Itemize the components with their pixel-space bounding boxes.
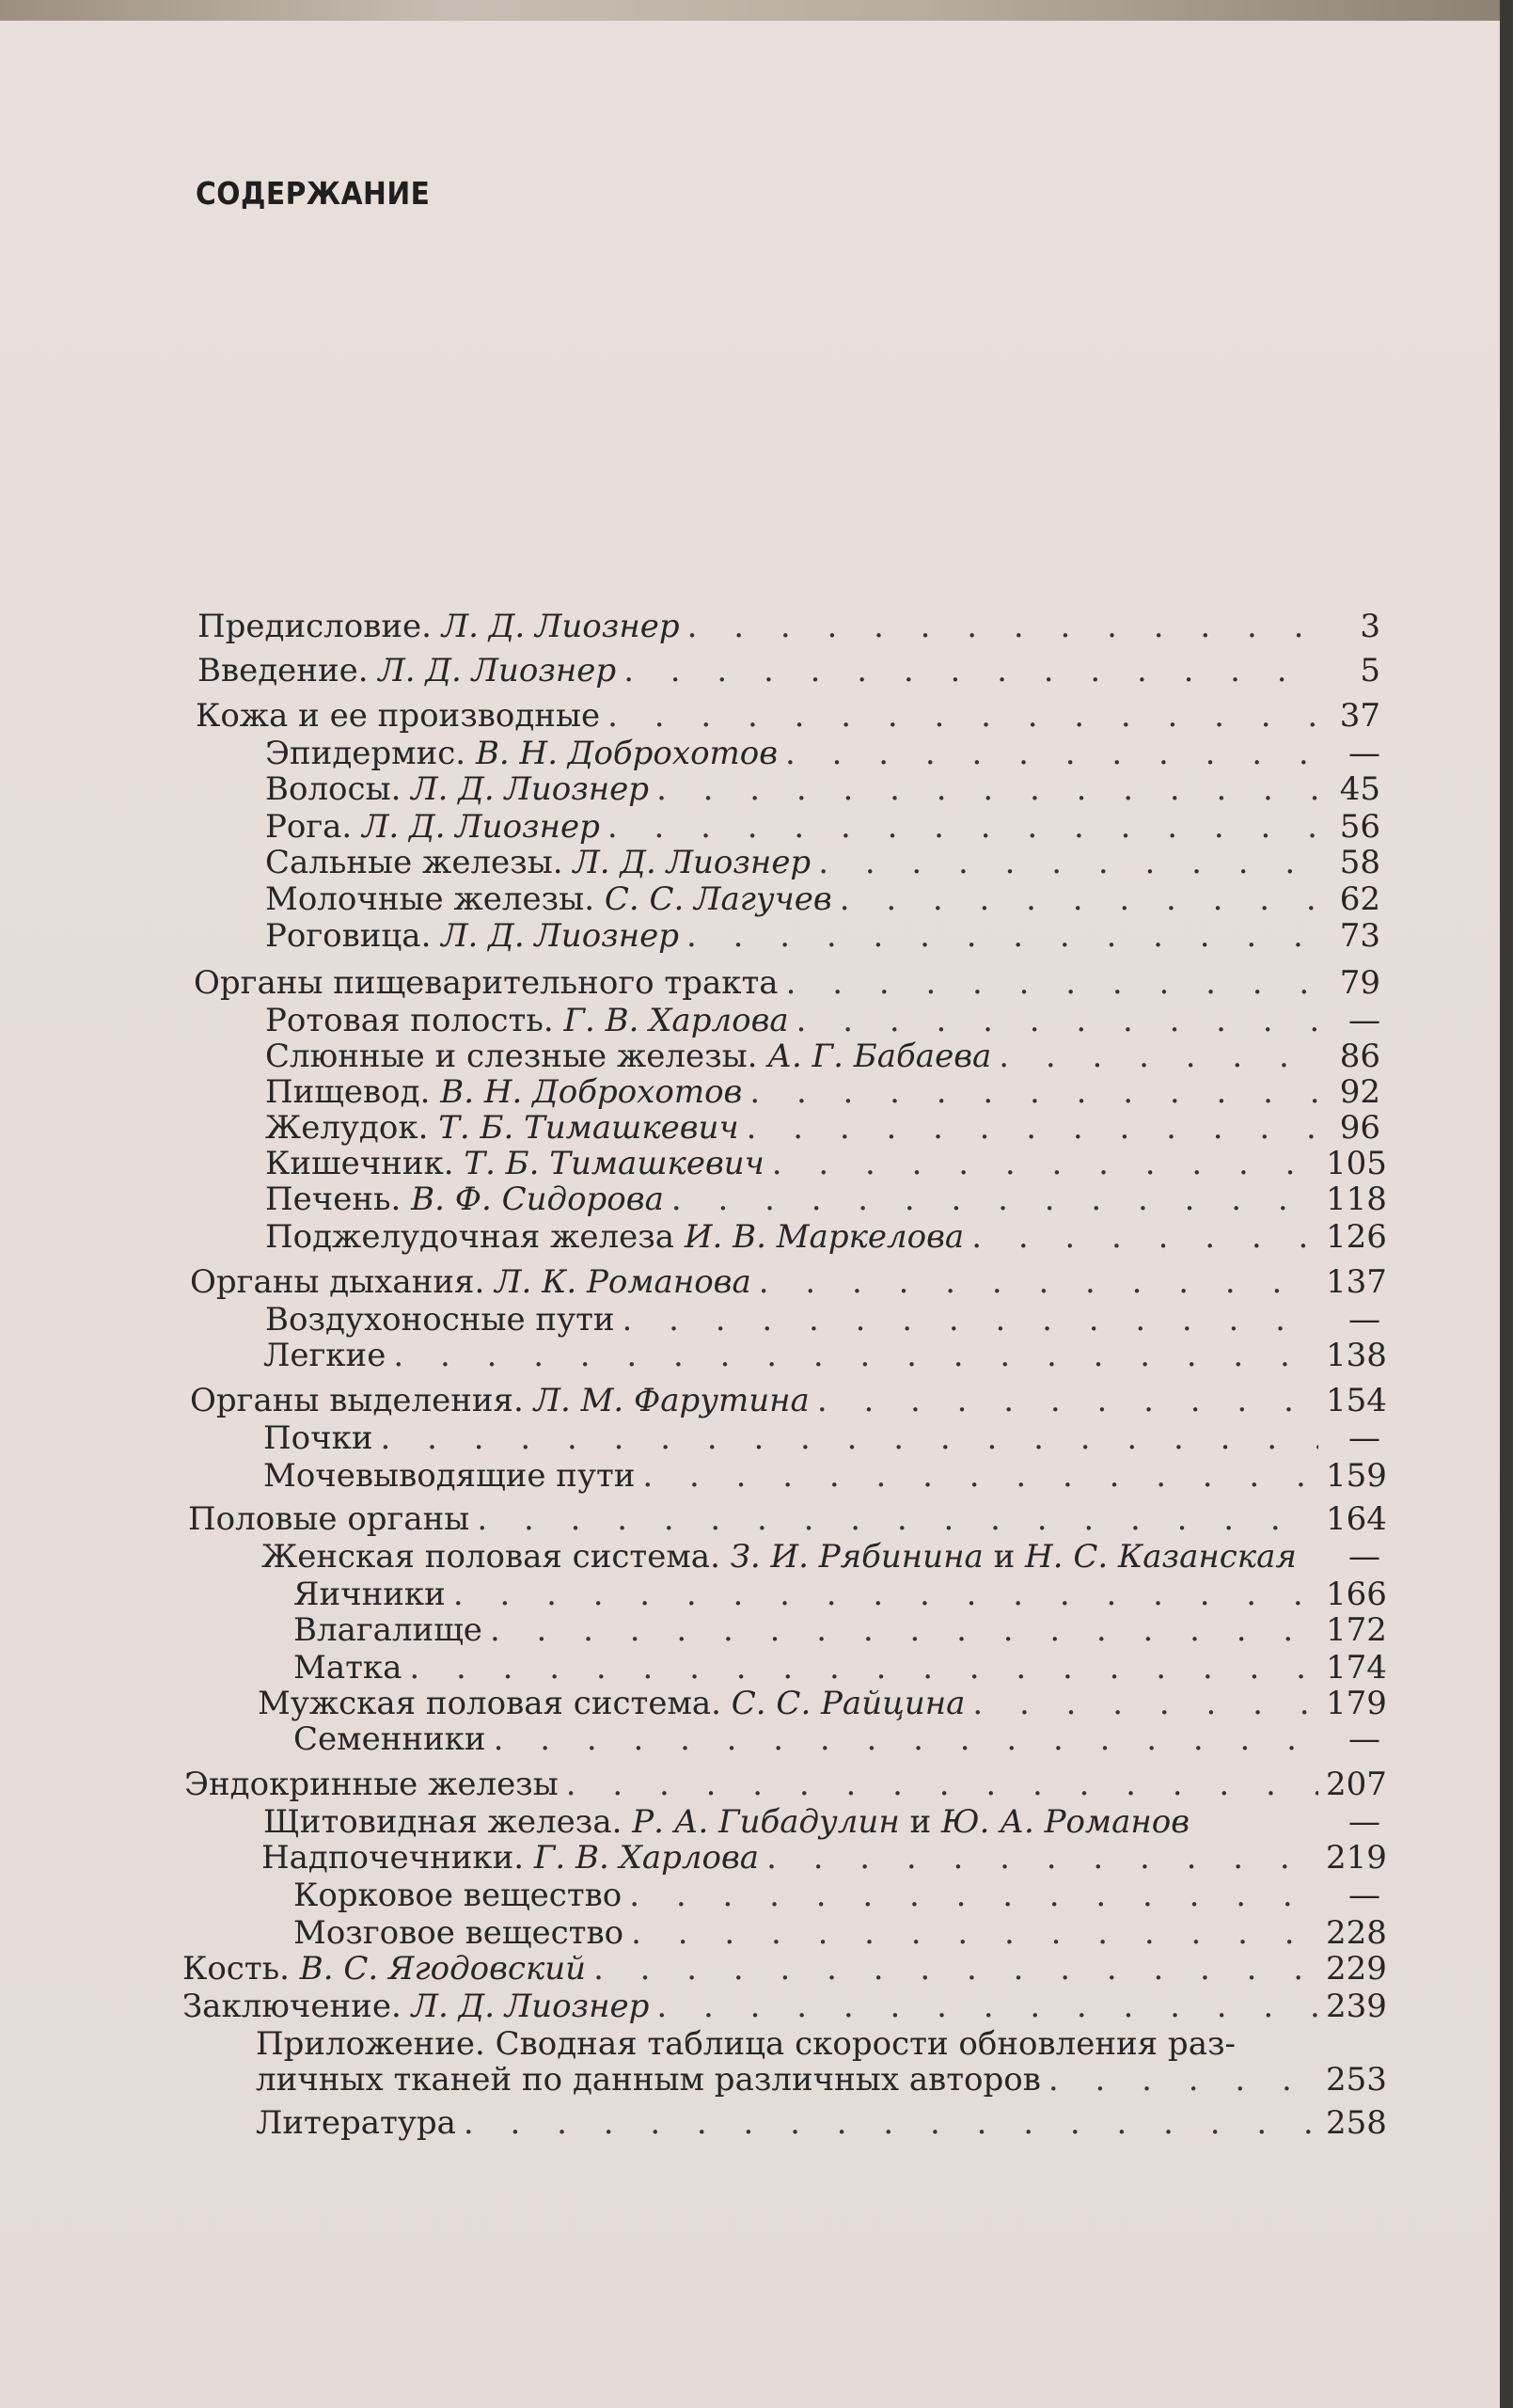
dot-leader [772, 1148, 1318, 1180]
page-title: СОДЕРЖАНИЕ [196, 175, 431, 212]
toc-entry-title: Мозговое вещество [293, 1914, 624, 1952]
toc-entry-page: 96 [1339, 1109, 1380, 1147]
toc-entry-page: — [1348, 1002, 1380, 1039]
toc-entry-author: Л. М. Фарутина [533, 1382, 810, 1419]
toc-entry-title: Слюнные и слезные железы. [265, 1038, 758, 1075]
toc-entry [293, 1573, 1387, 1613]
toc-entry-title: Легкие [263, 1337, 386, 1374]
toc-entry-page: 207 [1326, 1766, 1387, 1803]
dot-leader [623, 655, 1318, 687]
dot-leader [490, 1614, 1318, 1646]
toc-entry-page: 105 [1326, 1145, 1387, 1182]
toc-entry-title: Женская половая система. [261, 1538, 720, 1576]
toc-entry-title: Роговица. [265, 917, 432, 955]
dot-leader [785, 737, 1318, 769]
dot-leader [766, 1842, 1318, 1874]
dot-leader [840, 883, 1318, 915]
dot-leader [687, 610, 1318, 642]
toc-entry-title: Корковое вещество [293, 1877, 623, 1914]
dot-leader [453, 1578, 1318, 1610]
toc-entry [293, 1646, 1387, 1687]
toc-entry-author: Л. Д. Лиознер [441, 917, 679, 955]
toc-entry-title: Кожа и ее производные [196, 697, 601, 735]
toc-entry-page: 229 [1326, 1950, 1387, 1988]
dot-leader [494, 1723, 1318, 1755]
toc-entry [293, 1718, 1380, 1758]
toc-entry-page: 56 [1339, 808, 1380, 846]
toc-entry-title: Поджелудочная железа [265, 1218, 675, 1256]
toc-entry-page: 45 [1339, 770, 1380, 808]
toc-entry-title: Органы выделения. [190, 1382, 524, 1419]
toc-entry-title: Щитовидная железа. [263, 1803, 623, 1841]
toc-entry [265, 732, 1380, 772]
toc-entry-page: 228 [1326, 1914, 1387, 1952]
dot-leader [749, 1076, 1318, 1108]
toc-entry-title: Сальные железы. [265, 844, 563, 881]
toc-entry-author: Л. Д. Лиознер [362, 808, 600, 846]
toc-entry-page: — [1348, 1720, 1380, 1758]
toc-entry-page: 58 [1339, 844, 1380, 881]
toc-entry-page: 239 [1326, 1988, 1387, 2025]
toc-entry-author: В. С. Ягодовский [299, 1950, 587, 1988]
toc-entry-title: Желудок. [265, 1109, 429, 1147]
dot-leader [817, 1385, 1318, 1417]
toc-entry-title: Половые органы [188, 1500, 470, 1538]
dot-leader [566, 1768, 1318, 1800]
toc-entry [293, 1911, 1387, 1952]
toc-entry-author: Л. К. Романова [495, 1263, 751, 1301]
toc-entry [190, 1260, 1387, 1301]
toc-entry-author: Ю. А. Романов [941, 1803, 1190, 1841]
toc-entry-title: Приложение. Сводная таблица скорости обновления раз- [256, 2025, 1236, 2063]
toc-entry-page: 172 [1326, 1611, 1387, 1649]
toc-entry-page: 159 [1326, 1457, 1387, 1495]
dot-leader [786, 967, 1318, 999]
toc-entry-page: 92 [1339, 1073, 1380, 1111]
toc-entry [265, 841, 1380, 879]
dot-leader [796, 1005, 1318, 1037]
toc-entry [293, 1608, 1387, 1649]
toc-entry [265, 1070, 1380, 1111]
toc-entry [265, 914, 1380, 955]
toc-entry [256, 2022, 1380, 2063]
toc-entry-title: Ротовая полость. [265, 1002, 554, 1039]
toc-entry-author: Т. Б. Тимашкевич [438, 1109, 739, 1147]
dot-leader [607, 811, 1318, 843]
toc-entry [196, 694, 1380, 735]
toc-entry-page: 138 [1326, 1337, 1387, 1374]
dot-leader [409, 1652, 1318, 1684]
toc-entry-title: Молочные железы. [265, 880, 595, 918]
toc-entry-author: Л. Д. Лиознер [378, 652, 617, 689]
toc-entry [182, 1985, 1387, 2025]
toc-entry-title: Рога. [265, 808, 353, 846]
toc-entry [188, 1497, 1387, 1538]
toc-entry-title: Надпочечники. [261, 1839, 525, 1877]
toc-entry-page: 174 [1326, 1649, 1387, 1687]
toc-entry [190, 1379, 1387, 1419]
toc-entry [265, 999, 1380, 1037]
toc-entry-title: Предисловие. [197, 608, 432, 645]
toc-entry-title: Введение. [197, 652, 369, 689]
dot-leader [642, 1460, 1318, 1492]
toc-entry-title: Эндокринные железы [184, 1766, 559, 1803]
toc-entry [265, 1106, 1380, 1147]
toc-entry-title: Пищевод. [265, 1073, 431, 1111]
dot-leader [477, 1503, 1318, 1535]
toc-entry-author: Л. Д. Лиознер [411, 1988, 650, 2025]
dot-leader [671, 1183, 1318, 1215]
toc-entry-page: 37 [1339, 697, 1380, 735]
toc-entry-page: — [1348, 1419, 1380, 1457]
dot-leader [747, 1112, 1318, 1144]
dot-leader [623, 1304, 1318, 1336]
toc-entry-author: Н. С. Казанская [1025, 1538, 1297, 1576]
toc-entry-author: С. С. Райцина [731, 1685, 966, 1722]
toc-entry-title: Семенники [293, 1720, 486, 1758]
toc-entry [263, 1800, 1380, 1841]
toc-entry-page: — [1348, 1301, 1380, 1339]
toc-entry-page: 79 [1339, 964, 1380, 1002]
toc-entry-author: Л. Д. Лиознер [573, 844, 812, 881]
toc-entry-title: Почки [263, 1419, 373, 1457]
toc-entry-page: 118 [1326, 1180, 1387, 1218]
toc-entry [265, 1035, 1380, 1075]
toc-entry-title: Заключение. [182, 1988, 402, 2025]
toc-entry-author: С. С. Лагучев [604, 880, 832, 918]
dot-leader [971, 1221, 1318, 1253]
dot-leader [656, 1990, 1318, 2022]
toc-entry [265, 768, 1380, 808]
toc-entry-author: А. Г. Бабаева [767, 1038, 992, 1075]
toc-entry-page: 258 [1326, 2104, 1387, 2142]
dot-leader [381, 1422, 1318, 1454]
toc-entry [265, 1215, 1387, 1256]
toc-entry-author: Р. А. Гибадулин [632, 1803, 900, 1841]
toc-entry [261, 1535, 1380, 1576]
toc-entry-page: 154 [1326, 1382, 1387, 1419]
toc-entry-title: Литература [256, 2104, 456, 2142]
toc-entry [258, 1682, 1387, 1722]
toc-entry-title: Волосы. [265, 770, 402, 808]
toc-entry-page: 253 [1326, 2061, 1387, 2099]
dot-leader [656, 773, 1318, 805]
dot-leader [759, 1266, 1318, 1298]
dot-leader [607, 700, 1318, 732]
toc-entry [265, 1178, 1387, 1218]
toc-entry-page: 86 [1339, 1038, 1380, 1075]
toc-entry-title: Воздухоносные пути [265, 1301, 615, 1339]
toc-entry [265, 878, 1380, 918]
toc-entry-title: Органы пищеварительного тракта [194, 964, 779, 1002]
toc-entry-author: Л. Д. Лиознер [411, 770, 650, 808]
toc-entry-author: Л. Д. Лиознер [441, 608, 680, 645]
toc-entry-title: Влагалище [293, 1611, 482, 1649]
dot-leader [686, 920, 1318, 952]
toc-entry [197, 649, 1380, 687]
toc-entry-author: Т. Б. Тимашкевич [464, 1145, 764, 1182]
toc-entry [182, 1947, 1387, 1988]
toc-entry-author: В. Ф. Сидорова [411, 1180, 664, 1218]
toc-entry-author: И. В. Маркелова [684, 1218, 965, 1256]
dot-leader [393, 1339, 1318, 1371]
toc-entry-title: Яичники [293, 1576, 446, 1613]
toc-entry-title: Мужская половая система. [258, 1685, 721, 1722]
toc-entry-page: 219 [1326, 1839, 1387, 1877]
toc-entry-author: В. Н. Доброхотов [475, 735, 779, 772]
toc-entry [197, 605, 1380, 645]
toc-entry-page: 73 [1339, 917, 1380, 955]
toc-entry-page: 166 [1326, 1576, 1387, 1613]
toc-entry-page: — [1348, 735, 1380, 772]
toc-entry-page: — [1348, 1803, 1380, 1841]
dot-leader [999, 1040, 1318, 1072]
toc-entry-page: 3 [1360, 608, 1380, 645]
toc-entry-title: Мочевыводящие пути [263, 1457, 636, 1495]
toc-entry-title: личных тканей по данным различных авторов [256, 2061, 1041, 2099]
toc-entry [265, 805, 1380, 846]
toc-entry [293, 1874, 1380, 1914]
toc-entry-page: 137 [1326, 1263, 1387, 1301]
toc-entry-title: Матка [293, 1649, 402, 1687]
toc-entry-joiner: и [993, 1538, 1016, 1576]
toc-entry-author: З. И. Рябинина [730, 1538, 984, 1576]
toc-entry-author: В. Н. Доброхотов [440, 1073, 743, 1111]
toc-entry-page: — [1348, 1538, 1380, 1576]
toc-entry-joiner: и [909, 1803, 932, 1841]
toc-entry-page: 179 [1326, 1685, 1387, 1722]
dot-leader [972, 1687, 1318, 1719]
dot-leader [629, 1879, 1318, 1911]
toc-entry-author: Г. В. Харлова [533, 1839, 760, 1877]
toc-entry [261, 1836, 1387, 1877]
toc-entry [256, 2101, 1387, 2142]
toc-entry [184, 1763, 1387, 1803]
toc-entry-page: 5 [1360, 652, 1380, 689]
toc-entry-page: — [1348, 1877, 1380, 1914]
dot-leader [1048, 2064, 1318, 2096]
toc-entry [263, 1417, 1380, 1457]
toc-entry [265, 1298, 1380, 1339]
toc-entry-title: Печень. [265, 1180, 402, 1218]
toc-entry-title: Органы дыхания. [190, 1263, 485, 1301]
toc-entry-title: Кишечник. [265, 1145, 454, 1182]
toc-entry [263, 1454, 1387, 1495]
toc-entry [256, 2058, 1387, 2099]
dot-leader [818, 847, 1318, 879]
toc-entry-author: Г. В. Харлова [563, 1002, 789, 1039]
toc-entry [263, 1334, 1387, 1374]
toc-entry-page: 164 [1326, 1500, 1387, 1538]
dot-leader [464, 2107, 1318, 2139]
toc-entry-page: 62 [1339, 880, 1380, 918]
dot-leader [593, 1953, 1318, 1985]
toc-entry [194, 961, 1380, 1002]
toc-entry-page: 126 [1326, 1218, 1387, 1256]
toc-entry-title: Эпидермис. [265, 735, 466, 772]
toc-entry-title: Кость. [182, 1950, 290, 1988]
dot-leader [631, 1917, 1318, 1949]
toc-entry [265, 1142, 1387, 1182]
